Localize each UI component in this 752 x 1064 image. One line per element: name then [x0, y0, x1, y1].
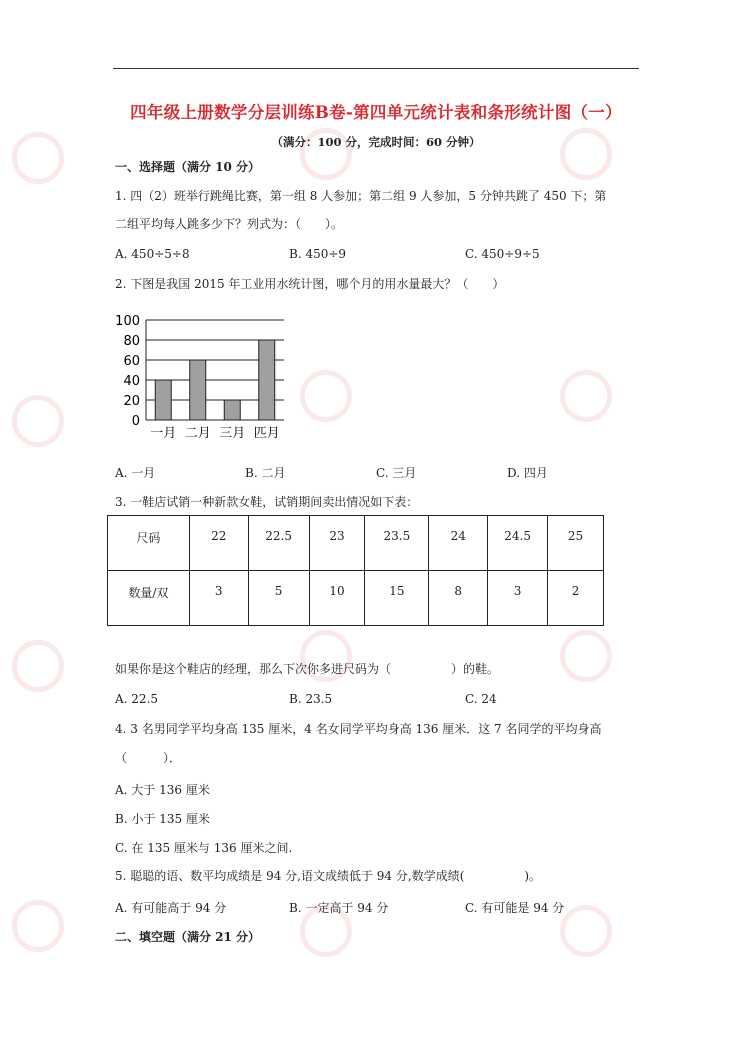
question-1-line-2: 二组平均每人跳多少下？列式为：（ ）。: [115, 217, 344, 231]
table-cell: 22: [189, 516, 248, 571]
question-4-option-c: C. 在 135 厘米与 136 厘米之间.: [115, 841, 293, 855]
bar: [190, 360, 206, 420]
table-cell: 24: [429, 516, 488, 571]
question-3-option-b: B. 23.5: [289, 692, 333, 706]
table-cell: 23: [309, 516, 365, 571]
table-row: [108, 516, 604, 571]
table-cell: 尺码: [108, 516, 190, 571]
y-tick-label: 60: [123, 354, 140, 369]
bar: [155, 380, 171, 420]
y-tick-label: 80: [123, 334, 140, 349]
question-3-option-c: C. 24: [465, 692, 497, 706]
question-5-text: 5. 聪聪的语、数平均成绩是 94 分,语文成绩低于 94 分,数学成绩( )。: [115, 869, 542, 883]
question-5-option-a: A. 有可能高于 94 分: [115, 901, 227, 915]
y-tick-label: 40: [123, 374, 140, 389]
table-cell: 数量/双: [108, 571, 190, 626]
table-row: [108, 571, 604, 626]
question-2-option-c: C. 三月: [376, 466, 417, 480]
question-2-text: 2. 下图是我国 2015 年工业用水统计图，哪个月的用水量最大？（ ）: [115, 277, 505, 291]
section-2-heading: 二、填空题（满分 21 分）: [115, 930, 261, 944]
question-4-option-a: A. 大于 136 厘米: [115, 783, 210, 797]
x-tick-label: 二月: [184, 426, 211, 441]
question-1-option-a: A. 450÷5÷8: [115, 247, 190, 261]
question-1-option-c: C. 450÷9÷5: [465, 247, 540, 261]
table-cell: 5: [248, 571, 309, 626]
question-5-option-c: C. 有可能是 94 分: [465, 901, 565, 915]
table-cell: 22.5: [248, 516, 309, 571]
question-3-text: 3. 一鞋店试销一种新款女鞋，试销期间卖出情况如下表：: [115, 495, 419, 509]
header-rule: [113, 68, 639, 69]
table-cell: 3: [488, 571, 548, 626]
table-cell: 15: [365, 571, 429, 626]
document-subtitle: （满分：100 分，完成时间：60 分钟）: [271, 135, 481, 149]
y-tick-label: 20: [123, 394, 140, 409]
question-1-line-1: 1. 四（2）班举行跳绳比赛，第一组 8 人参加；第二组 9 人参加，5 分钟共跳了 450 下；第: [115, 189, 607, 203]
shoe-sales-table: [107, 515, 604, 626]
question-5-option-b: B. 一定高于 94 分: [289, 901, 389, 915]
document-title: 四年级上册数学分层训练B卷-第四单元统计表和条形统计图（一）: [130, 103, 622, 122]
x-tick-label: 三月: [219, 426, 246, 441]
table-cell: 23.5: [365, 516, 429, 571]
bar: [224, 400, 240, 420]
section-1-heading: 一、选择题（满分 10 分）: [115, 160, 261, 174]
table-cell: 24.5: [488, 516, 548, 571]
y-tick-label: 100: [115, 314, 140, 329]
x-tick-label: 匹月: [253, 426, 280, 441]
question-4-line-1: 4. 3 名男同学平均身高 135 厘米，4 名女同学平均身高 136 厘米．这 7 名同学的平均身高: [115, 722, 602, 736]
question-1-option-b: B. 450÷9: [289, 247, 347, 261]
question-3-followup: 如果你是这个鞋店的经理，那么下次你多进尺码为（ ）的鞋。: [115, 662, 500, 676]
bar: [259, 340, 275, 420]
y-tick-label: 0: [131, 414, 140, 429]
question-3-option-a: A. 22.5: [115, 692, 159, 706]
table-cell: 10: [309, 571, 365, 626]
question-2-option-b: B. 二月: [245, 466, 286, 480]
table-cell: 8: [429, 571, 488, 626]
table-cell: 25: [548, 516, 604, 571]
question-2-option-a: A. 一月: [115, 466, 156, 480]
table-cell: 3: [189, 571, 248, 626]
table-cell: 2: [548, 571, 604, 626]
x-tick-label: 一月: [150, 426, 177, 441]
water-usage-bar-chart: [110, 308, 300, 443]
question-2-option-d: D. 四月: [507, 466, 548, 480]
question-4-option-b: B. 小于 135 厘米: [115, 812, 210, 826]
question-4-line-2: （ ）．: [115, 751, 182, 765]
